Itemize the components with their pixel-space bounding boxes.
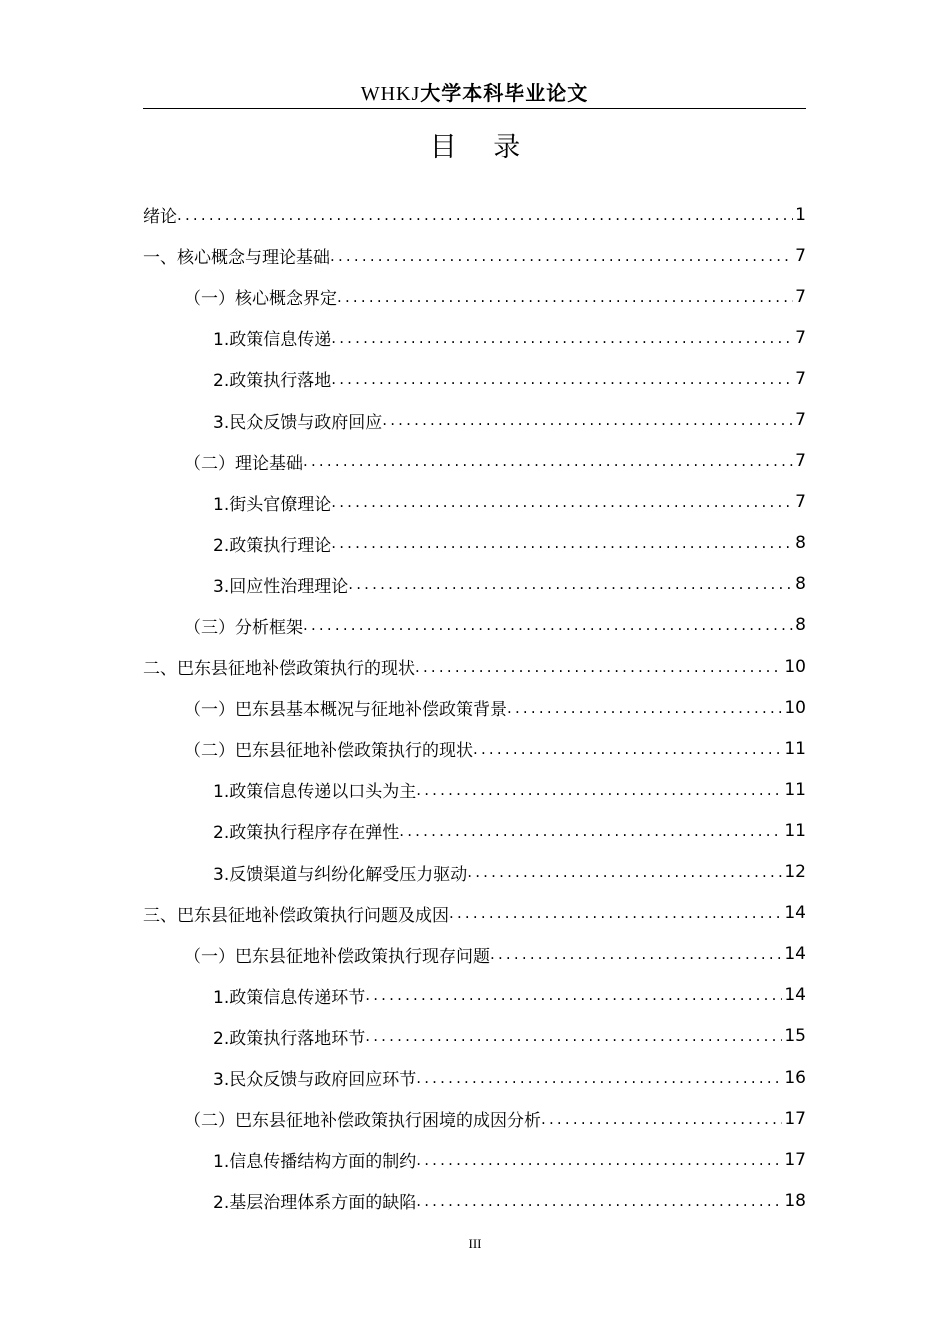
toc-entry-label: 3.反馈渠道与纠纷化解受压力驱动 [213, 864, 468, 885]
toc-dot-leader [416, 1069, 782, 1087]
toc-entry-page: 8 [795, 574, 806, 595]
toc-entry[interactable] [143, 934, 806, 975]
toc-dot-leader [449, 904, 782, 922]
toc-dot-leader [382, 411, 793, 429]
toc-dot-leader [177, 206, 793, 224]
table-of-contents [143, 194, 806, 1221]
toc-entry-label: 2.基层治理体系方面的缺陷 [213, 1193, 417, 1214]
toc-entry[interactable] [143, 1098, 806, 1139]
toc-entry-page: 7 [795, 245, 806, 266]
toc-entry[interactable] [143, 605, 806, 646]
toc-entry[interactable] [143, 728, 806, 769]
header-title-text: 大学本科毕业论文 [420, 81, 589, 105]
toc-entry-page: 17 [784, 1149, 806, 1170]
toc-dot-leader [331, 493, 793, 511]
toc-entry-page: 7 [795, 368, 806, 389]
toc-entry[interactable] [143, 276, 806, 317]
toc-dot-leader [303, 616, 793, 634]
toc-entry-page: 14 [784, 903, 806, 924]
toc-entry-page: 1 [795, 204, 806, 225]
toc-entry-label: 1.政策信息传递 [213, 330, 332, 351]
toc-entry[interactable] [143, 687, 806, 728]
toc-entry[interactable] [143, 317, 806, 358]
toc-entry[interactable] [143, 564, 806, 605]
header-latin-text: WHKJ [360, 83, 421, 105]
toc-dot-leader [348, 575, 793, 593]
toc-entry-page: 17 [784, 1108, 806, 1129]
toc-dot-leader [330, 247, 793, 265]
toc-entry-label: 绪论 [143, 207, 177, 228]
toc-entry-page: 7 [795, 451, 806, 472]
toc-entry-label: （二）巴东县征地补偿政策执行困境的成因分析 [184, 1111, 541, 1132]
toc-entry-page: 10 [784, 697, 806, 718]
toc-dot-leader [331, 329, 793, 347]
toc-entry-label: 2.政策执行程序存在弹性 [213, 823, 400, 844]
toc-entry[interactable] [143, 852, 806, 893]
toc-entry-label: 2.政策执行落地 [213, 371, 332, 392]
toc-entry[interactable] [143, 194, 806, 235]
toc-entry-page: 18 [784, 1190, 806, 1211]
toc-entry-label: 1.政策信息传递以口头为主 [213, 782, 417, 803]
toc-entry-label: 3.回应性治理理论 [213, 576, 349, 597]
toc-entry-page: 12 [784, 862, 806, 883]
toc-dot-leader [399, 822, 782, 840]
toc-entry-label: 三、巴东县征地补偿政策执行问题及成因 [143, 905, 449, 926]
toc-entry-label: 2.政策执行理论 [213, 535, 332, 556]
toc-entry-page: 8 [795, 533, 806, 554]
toc-entry[interactable] [143, 975, 806, 1016]
header-divider [143, 108, 806, 109]
toc-entry-page: 11 [784, 738, 806, 759]
toc-entry-label: 1.街头官僚理论 [213, 494, 332, 515]
toc-entry-label: （二）理论基础 [184, 453, 303, 474]
toc-entry-label: （一）巴东县征地补偿政策执行现存问题 [184, 946, 490, 967]
toc-entry[interactable] [143, 441, 806, 482]
toc-entry[interactable] [143, 810, 806, 851]
toc-entry[interactable] [143, 235, 806, 276]
toc-entry[interactable] [143, 1057, 806, 1098]
toc-dot-leader [337, 288, 793, 306]
toc-entry-label: 1.政策信息传递环节 [213, 987, 366, 1008]
toc-entry[interactable] [143, 523, 806, 564]
page-number: III [468, 1236, 482, 1251]
toc-entry[interactable] [143, 399, 806, 440]
toc-entry-page: 16 [784, 1067, 806, 1088]
toc-entry-label: 3.民众反馈与政府回应 [213, 412, 383, 433]
toc-entry-page: 7 [795, 286, 806, 307]
toc-entry-label: 一、核心概念与理论基础 [143, 248, 330, 269]
toc-entry-page: 7 [795, 410, 806, 431]
toc-dot-leader [490, 945, 782, 963]
toc-dot-leader [331, 370, 793, 388]
toc-entry-label: 1.信息传播结构方面的制约 [213, 1152, 417, 1173]
running-header [143, 80, 806, 107]
toc-entry[interactable] [143, 1016, 806, 1057]
toc-dot-leader [473, 740, 782, 758]
toc-entry[interactable] [143, 646, 806, 687]
toc-entry[interactable] [143, 893, 806, 934]
toc-dot-leader [467, 863, 782, 881]
toc-dot-leader [416, 1151, 782, 1169]
toc-dot-leader [331, 534, 793, 552]
toc-entry[interactable] [143, 1180, 806, 1221]
toc-dot-leader [415, 658, 782, 676]
toc-entry-page: 10 [784, 656, 806, 677]
toc-entry-page: 11 [784, 820, 806, 841]
toc-entry-label: （二）巴东县征地补偿政策执行的现状 [184, 741, 473, 762]
toc-dot-leader [365, 986, 782, 1004]
toc-entry[interactable] [143, 482, 806, 523]
toc-entry-page: 14 [784, 985, 806, 1006]
toc-entry-page: 7 [795, 492, 806, 513]
toc-dot-leader [365, 1027, 782, 1045]
toc-entry[interactable] [143, 1139, 806, 1180]
toc-entry-label: 二、巴东县征地补偿政策执行的现状 [143, 659, 415, 680]
toc-entry[interactable] [143, 769, 806, 810]
toc-entry-page: 15 [784, 1026, 806, 1047]
toc-heading: 目 录 [429, 132, 535, 163]
toc-entry-page: 7 [795, 327, 806, 348]
toc-entry-label: （一）核心概念界定 [184, 289, 337, 310]
toc-entry-page: 11 [784, 779, 806, 800]
toc-entry-label: （三）分析框架 [184, 617, 303, 638]
toc-entry-label: 2.政策执行落地环节 [213, 1028, 366, 1049]
toc-entry-page: 8 [795, 615, 806, 636]
toc-entry[interactable] [143, 358, 806, 399]
toc-dot-leader [303, 452, 793, 470]
toc-dot-leader [416, 1192, 782, 1210]
toc-dot-leader [416, 781, 782, 799]
toc-dot-leader [507, 699, 782, 717]
toc-entry-label: 3.民众反馈与政府回应环节 [213, 1070, 417, 1091]
toc-entry-page: 14 [784, 944, 806, 965]
toc-entry-label: （一）巴东县基本概况与征地补偿政策背景 [184, 700, 507, 721]
toc-dot-leader [541, 1110, 782, 1128]
